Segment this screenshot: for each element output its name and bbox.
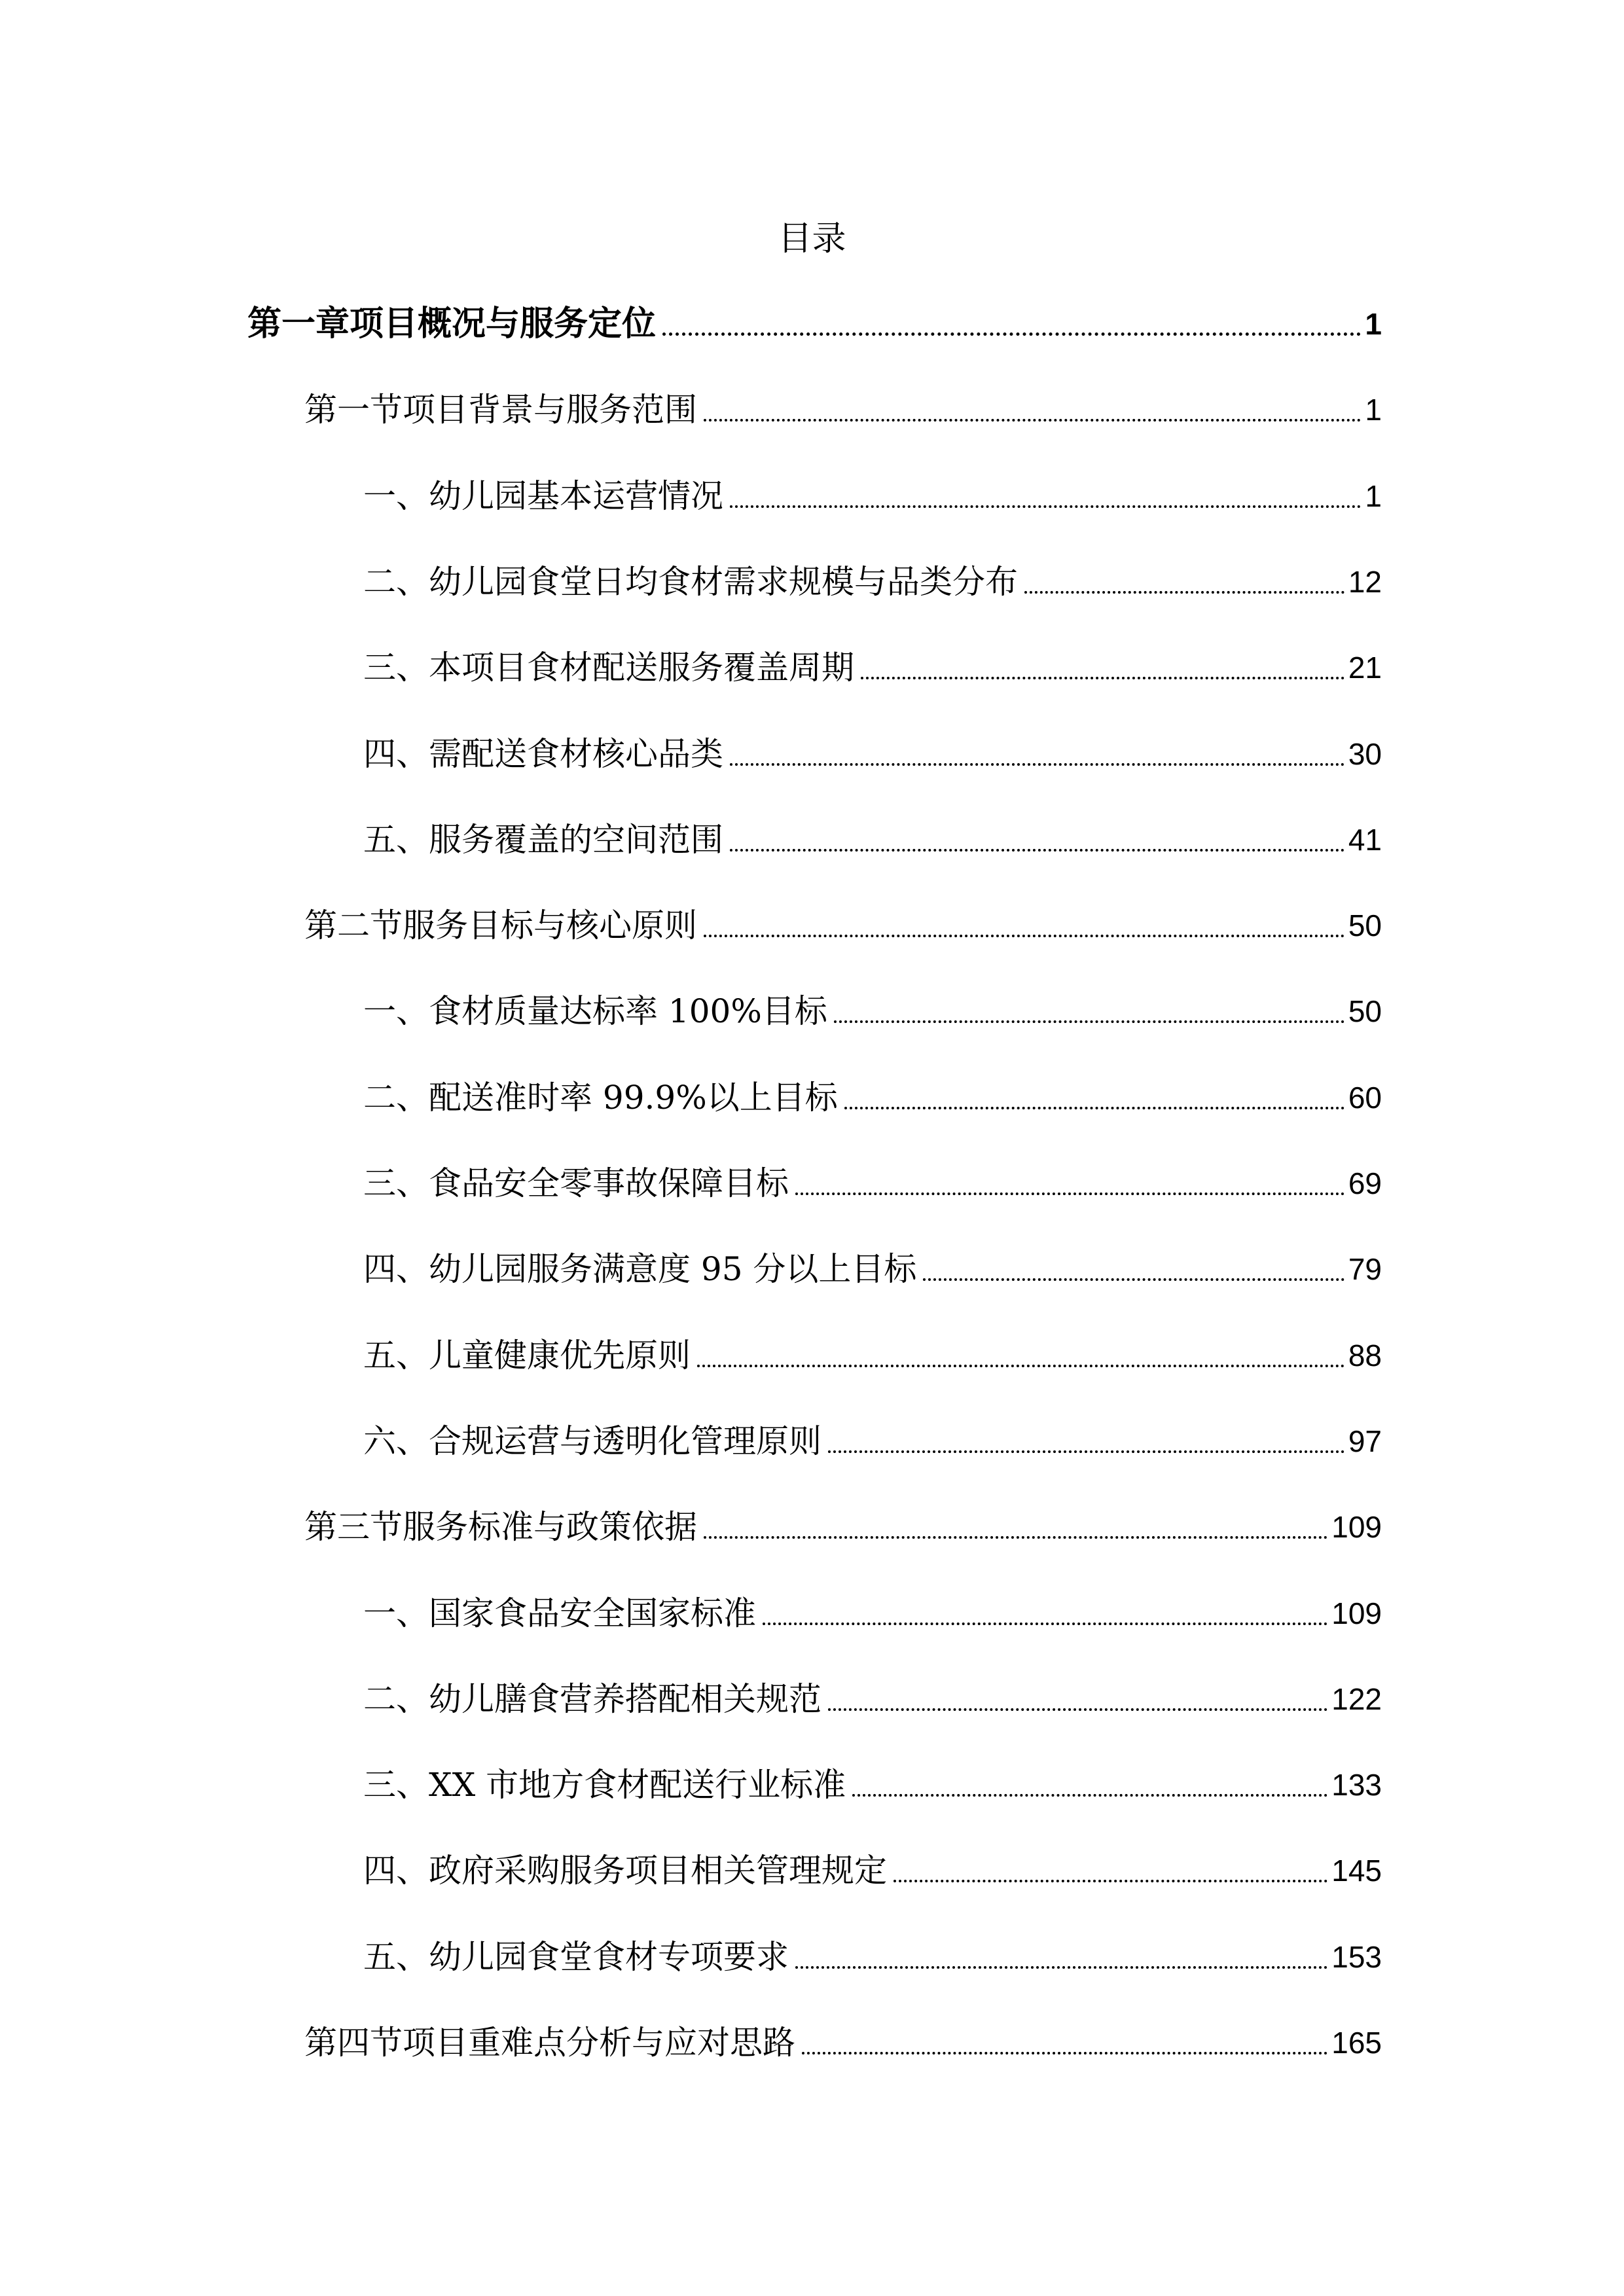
toc-dot-leader — [704, 1536, 1327, 1539]
toc-subsection-entry[interactable] — [363, 728, 1382, 780]
toc-entry-text: 五、儿童健康优先原则 — [363, 1336, 691, 1374]
toc-dot-leader — [795, 1193, 1344, 1195]
toc-page-number: 153 — [1331, 1940, 1382, 1974]
toc-entry-text: 三、本项目食材配送服务覆盖周期 — [363, 649, 854, 687]
toc-page-number: 41 — [1348, 823, 1382, 857]
toc-entry-text: 第三节服务标准与政策依据 — [304, 1508, 697, 1546]
toc-dot-leader — [834, 1020, 1344, 1023]
toc-subsection-entry[interactable] — [363, 1931, 1382, 1983]
toc-dot-leader — [704, 935, 1344, 937]
toc-dot-leader — [802, 2052, 1327, 2054]
toc-dot-leader — [893, 1880, 1327, 1882]
toc-page-number: 79 — [1348, 1252, 1382, 1286]
toc-page-number: 133 — [1331, 1768, 1382, 1802]
toc-page-number: 12 — [1348, 565, 1382, 599]
toc-subsection-entry[interactable] — [363, 1243, 1382, 1295]
toc-subsection-entry[interactable] — [363, 1071, 1382, 1124]
toc-entry-text: 二、配送准时率 99.9%以上目标 — [363, 1079, 838, 1117]
toc-dot-leader — [828, 1708, 1327, 1711]
toc-page-number: 69 — [1348, 1166, 1382, 1200]
toc-page-number: 60 — [1348, 1081, 1382, 1115]
toc-entry-text: 三、XX 市地方食材配送行业标准 — [363, 1766, 846, 1804]
toc-page-number: 109 — [1331, 1596, 1382, 1630]
toc-page-number: 1 — [1365, 307, 1382, 341]
toc-page-number: 165 — [1331, 2026, 1382, 2060]
toc-page-number: 1 — [1365, 479, 1382, 513]
toc-dot-leader — [795, 1966, 1327, 1969]
toc-entry-text: 第一节项目背景与服务范围 — [304, 391, 697, 429]
toc-subsection-entry[interactable] — [363, 814, 1382, 866]
toc-entry-text: 四、政府采购服务项目相关管理规定 — [363, 1852, 887, 1890]
toc-page-number: 109 — [1331, 1510, 1382, 1544]
toc-section-entry[interactable] — [304, 2017, 1382, 2069]
toc-title: 目录 — [778, 219, 846, 259]
toc-page-number: 30 — [1348, 737, 1382, 771]
toc-dot-leader — [923, 1278, 1344, 1281]
toc-subsection-entry[interactable] — [363, 1587, 1382, 1640]
toc-subsection-entry[interactable] — [363, 470, 1382, 522]
toc-page-number: 50 — [1348, 908, 1382, 942]
toc-entry-text: 一、幼儿园基本运营情况 — [363, 477, 723, 515]
toc-entry-text: 五、幼儿园食堂食材专项要求 — [363, 1938, 789, 1976]
toc-dot-leader — [704, 419, 1361, 422]
toc-subsection-entry[interactable] — [363, 1329, 1382, 1382]
toc-subsection-entry[interactable] — [363, 1759, 1382, 1811]
toc-section-entry[interactable] — [304, 384, 1382, 436]
toc-entry-text: 四、幼儿园服务满意度 95 分以上目标 — [363, 1250, 917, 1288]
toc-subsection-entry[interactable] — [363, 641, 1382, 694]
toc-dot-leader — [730, 763, 1344, 766]
toc-entry-text: 六、合规运营与透明化管理原则 — [363, 1422, 821, 1460]
toc-subsection-entry[interactable] — [363, 1844, 1382, 1897]
toc-dot-leader — [828, 1450, 1344, 1453]
toc-subsection-entry[interactable] — [363, 1673, 1382, 1725]
toc-dot-leader — [1024, 591, 1344, 594]
toc-entry-text: 三、食品安全零事故保障目标 — [363, 1164, 789, 1202]
toc-entry-text: 四、需配送食材核心品类 — [363, 735, 723, 773]
toc-dot-leader — [861, 677, 1344, 679]
toc-chapter-entry[interactable] — [247, 298, 1382, 350]
toc-subsection-entry[interactable] — [363, 985, 1382, 1037]
toc-page-number: 88 — [1348, 1338, 1382, 1372]
toc-entry-text: 二、幼儿园食堂日均食材需求规模与品类分布 — [363, 563, 1018, 601]
toc-subsection-entry[interactable] — [363, 1157, 1382, 1210]
toc-page-number: 50 — [1348, 994, 1382, 1028]
toc-entry-text: 一、食材质量达标率 100%目标 — [363, 992, 827, 1030]
toc-entry-text: 第四节项目重难点分析与应对思路 — [304, 2024, 795, 2062]
toc-section-entry[interactable] — [304, 1501, 1382, 1553]
toc-dot-leader — [844, 1107, 1344, 1109]
toc-page-number: 97 — [1348, 1424, 1382, 1458]
toc-subsection-entry[interactable] — [363, 556, 1382, 608]
toc-entry-text: 二、幼儿膳食营养搭配相关规范 — [363, 1680, 821, 1718]
toc-entry-text: 第一章项目概况与服务定位 — [247, 304, 657, 344]
toc-dot-leader — [852, 1794, 1327, 1797]
toc-section-entry[interactable] — [304, 899, 1382, 952]
toc-subsection-entry[interactable] — [363, 1415, 1382, 1467]
toc-page-number: 122 — [1331, 1682, 1382, 1716]
toc-dot-leader — [730, 505, 1361, 508]
toc-dot-leader — [662, 332, 1361, 336]
toc-dot-leader — [763, 1623, 1327, 1625]
toc-entry-text: 五、服务覆盖的空间范围 — [363, 821, 723, 859]
toc-entry-text: 第二节服务目标与核心原则 — [304, 906, 697, 944]
toc-dot-leader — [730, 849, 1344, 852]
toc-page-number: 1 — [1365, 393, 1382, 427]
toc-dot-leader — [697, 1365, 1344, 1367]
toc-page-number: 21 — [1348, 651, 1382, 685]
toc-page-number: 145 — [1331, 1854, 1382, 1888]
toc-entry-text: 一、国家食品安全国家标准 — [363, 1594, 756, 1632]
